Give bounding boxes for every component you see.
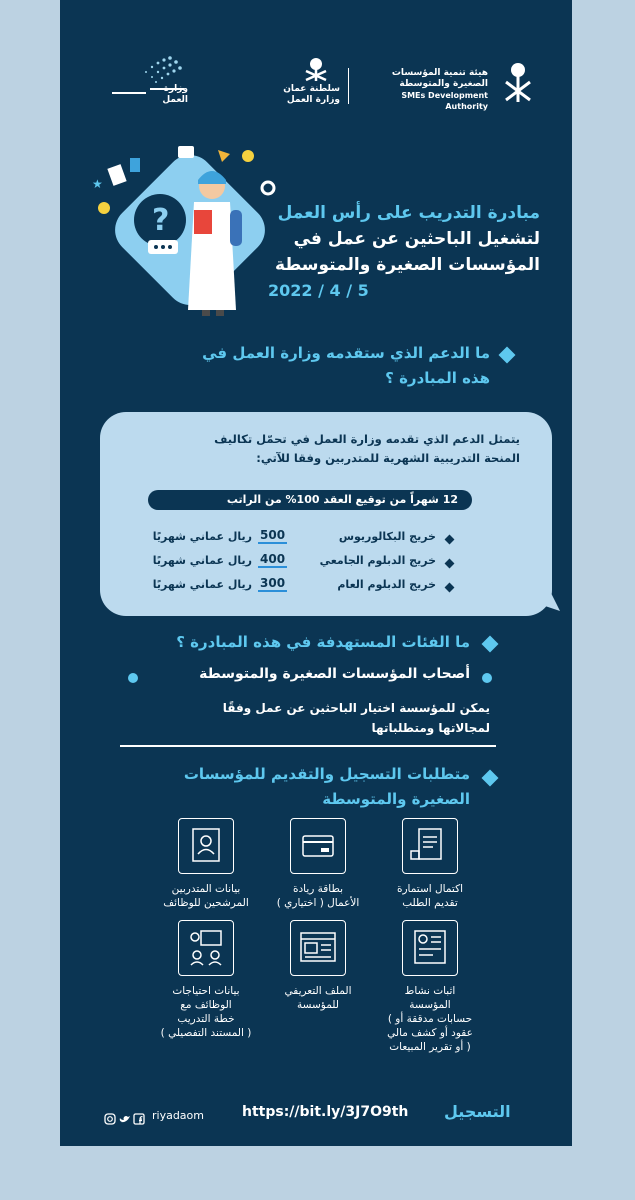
targets-question: ما الفئات المستهدفة في هذه المبادرة ؟	[176, 633, 470, 651]
requirement-label: بيانات المتدربين المرشحين للوظائف	[163, 883, 249, 909]
target-description: يمكن للمؤسسة اختيار الباحثين عن عمل وفقًا لمجالاتها ومتطلباتها	[222, 701, 490, 735]
labour-logo-text: وزارة العمل	[162, 84, 188, 105]
row-amount: 400	[260, 552, 286, 566]
register-label: التسجيل	[444, 1102, 511, 1121]
row-amount: 500	[260, 528, 286, 542]
requirements-heading: متطلبات التسجيل والتقديم للمؤسسات الصغيرة والمتوسطة	[183, 765, 470, 808]
social-handle: riyadaom	[152, 1109, 204, 1122]
row-currency: ريال عماني شهريًا	[152, 578, 252, 591]
row-amount: 300	[260, 576, 286, 590]
svg-text:?: ?	[152, 203, 170, 238]
form-icon	[402, 818, 458, 874]
instagram-icon	[105, 1114, 115, 1124]
main-title: مبادرة التدريب على رأس العمل لتشغيل الباحثين عن عمل في المؤسسات الصغيرة والمتوسطة 5 / 4 / 2022	[240, 200, 540, 304]
title-date: 5 / 4 / 2022	[268, 281, 369, 300]
requirement-label: بطاقة ريادة الأعمال ( اختياري )	[276, 883, 360, 909]
targets-bullet-icon	[482, 636, 499, 653]
logo-divider	[348, 68, 349, 104]
requirement-label: بيانات احتياجات الوظائف مع خطة التدريب ( المستند التفصيلي )	[160, 985, 252, 1039]
poster	[60, 0, 572, 1146]
oman-emblem-icon	[302, 56, 330, 82]
requirement-label: اكتمال استمارة تقديم الطلب	[396, 883, 464, 909]
smes-logo-text: هيئة تنمية المؤسسات الصغيرة والمتوسطة SMEs Development Authority	[391, 68, 488, 111]
report-icon	[402, 920, 458, 976]
target-bullet-icon	[128, 673, 138, 683]
duration-pill: 12 شهراً من توقيع العقد 100% من الراتب	[148, 490, 472, 510]
row-label: خريج البكالوريوس	[338, 530, 436, 543]
card-icon	[290, 818, 346, 874]
row-currency: ريال عماني شهريًا	[152, 530, 252, 543]
support-bullet-icon	[499, 347, 516, 364]
row-label: خريج الدبلوم العام	[337, 578, 436, 591]
profile-doc-icon	[178, 818, 234, 874]
target-item: أصحاب المؤسسات الصغيرة والمتوسطة	[199, 666, 470, 682]
requirement-label: الملف التعريفي للمؤسسة	[284, 985, 352, 1011]
row-currency: ريال عماني شهريًا	[152, 554, 252, 567]
section-divider	[120, 745, 496, 747]
bubble-tail	[512, 555, 562, 615]
facebook-icon	[134, 1114, 144, 1124]
support-question: ما الدعم الذي ستقدمه وزارة العمل في هذه المبادرة ؟	[202, 344, 490, 387]
svg-text:★: ★	[92, 177, 103, 191]
smes-emblem-icon	[500, 60, 536, 104]
portfolio-icon	[290, 920, 346, 976]
training-icon	[178, 920, 234, 976]
target-bullet-icon	[482, 673, 492, 683]
row-label: خريج الدبلوم الجامعي	[319, 554, 436, 567]
oman-logo-text: سلطنة عمان وزارة العمل	[283, 84, 340, 105]
support-description: يتمثل الدعم الذي تقدمه وزارة العمل في تحمّل تكاليف المنحة التدريبية الشهرية للمتدربين وفقا للآتي:	[214, 432, 520, 465]
twitter-icon	[120, 1116, 130, 1122]
requirement-label: اثبات نشاط المؤسسة ( حسابات مدققة أو عقود أو كشف مالي أو تقرير المبيعات )	[387, 985, 473, 1053]
requirements-bullet-icon	[482, 770, 499, 787]
register-link[interactable]: https://bit.ly/3J7O9th	[242, 1104, 409, 1120]
